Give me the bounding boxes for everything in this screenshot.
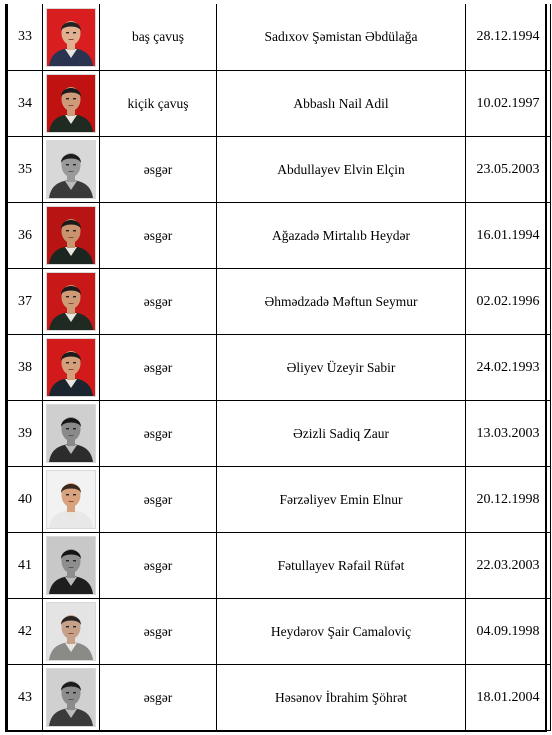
portrait-illustration (47, 273, 95, 330)
birth-date-cell: 20.12.1998 (466, 467, 551, 533)
photo-cell (43, 71, 100, 137)
photo-cell (43, 665, 100, 731)
rank-cell: əsgər (100, 335, 217, 401)
row-number: 37 (8, 269, 43, 335)
birth-date-cell: 18.01.2004 (466, 665, 551, 731)
portrait-illustration (47, 471, 95, 528)
rank-cell: əsgər (100, 203, 217, 269)
row-number: 43 (8, 665, 43, 731)
birth-date-cell: 13.03.2003 (466, 401, 551, 467)
personnel-table (7, 4, 551, 731)
personnel-table-body (8, 4, 551, 731)
row-number: 42 (8, 599, 43, 665)
row-number: 41 (8, 533, 43, 599)
birth-date-cell: 16.01.1994 (466, 203, 551, 269)
birth-date-cell: 22.03.2003 (466, 533, 551, 599)
full-name-cell: Həsənov İbrahim Şöhrət (217, 665, 466, 731)
portrait-photo (47, 405, 95, 462)
full-name-cell: Fətullayev Rəfail Rüfət (217, 533, 466, 599)
portrait-photo (47, 339, 95, 396)
full-name-cell: Abbaslı Nail Adil (217, 71, 466, 137)
photo-cell (43, 203, 100, 269)
birth-date-cell: 04.09.1998 (466, 599, 551, 665)
table-row (8, 269, 551, 335)
portrait-photo (47, 603, 95, 660)
full-name-cell: Əliyev Üzeyir Sabir (217, 335, 466, 401)
full-name-cell: Abdullayev Elvin Elçin (217, 137, 466, 203)
portrait-illustration (47, 537, 95, 594)
portrait-photo (47, 537, 95, 594)
full-name-cell: Ağazadə Mirtalıb Heydər (217, 203, 466, 269)
rank-cell: əsgər (100, 269, 217, 335)
rank-cell: baş çavuş (100, 4, 217, 71)
photo-cell (43, 467, 100, 533)
portrait-photo (47, 141, 95, 198)
rank-cell: əsgər (100, 599, 217, 665)
portrait-photo (47, 471, 95, 528)
full-name-cell: Heydərov Şair Camaloviç (217, 599, 466, 665)
portrait-photo (47, 207, 95, 264)
rank-cell: kiçik çavuş (100, 71, 217, 137)
birth-date-cell: 02.02.1996 (466, 269, 551, 335)
row-number: 40 (8, 467, 43, 533)
row-number: 36 (8, 203, 43, 269)
row-number: 35 (8, 137, 43, 203)
birth-date-cell: 10.02.1997 (466, 71, 551, 137)
photo-cell (43, 401, 100, 467)
portrait-photo (47, 9, 95, 66)
row-number: 38 (8, 335, 43, 401)
photo-cell (43, 599, 100, 665)
table-row (8, 335, 551, 401)
photo-cell (43, 4, 100, 71)
birth-date-cell: 28.12.1994 (466, 4, 551, 71)
birth-date-cell: 24.02.1993 (466, 335, 551, 401)
table-row (8, 401, 551, 467)
full-name-cell: Fərzəliyev Emin Elnur (217, 467, 466, 533)
portrait-illustration (47, 141, 95, 198)
table-row (8, 203, 551, 269)
portrait-photo (47, 669, 95, 726)
photo-cell (43, 269, 100, 335)
rank-cell: əsgər (100, 665, 217, 731)
photo-cell (43, 137, 100, 203)
table-row (8, 665, 551, 731)
portrait-illustration (47, 669, 95, 726)
table-row (8, 4, 551, 71)
portrait-illustration (47, 207, 95, 264)
table-row (8, 467, 551, 533)
photo-cell (43, 335, 100, 401)
portrait-illustration (47, 405, 95, 462)
row-number: 33 (8, 4, 43, 71)
rank-cell: əsgər (100, 137, 217, 203)
table-row (8, 137, 551, 203)
portrait-illustration (47, 75, 95, 132)
photo-cell (43, 533, 100, 599)
rank-cell: əsgər (100, 401, 217, 467)
full-name-cell: Əhmədzadə Məftun Seymur (217, 269, 466, 335)
full-name-cell: Əzizli Sadiq Zaur (217, 401, 466, 467)
portrait-illustration (47, 603, 95, 660)
portrait-illustration (47, 9, 95, 66)
table-row (8, 71, 551, 137)
portrait-photo (47, 273, 95, 330)
table-row (8, 599, 551, 665)
row-number: 39 (8, 401, 43, 467)
portrait-illustration (47, 339, 95, 396)
row-number: 34 (8, 71, 43, 137)
table-row (8, 533, 551, 599)
document-page (5, 4, 547, 732)
full-name-cell: Sadıxov Şəmistan Əbdülağa (217, 4, 466, 71)
rank-cell: əsgər (100, 533, 217, 599)
rank-cell: əsgər (100, 467, 217, 533)
birth-date-cell: 23.05.2003 (466, 137, 551, 203)
portrait-photo (47, 75, 95, 132)
